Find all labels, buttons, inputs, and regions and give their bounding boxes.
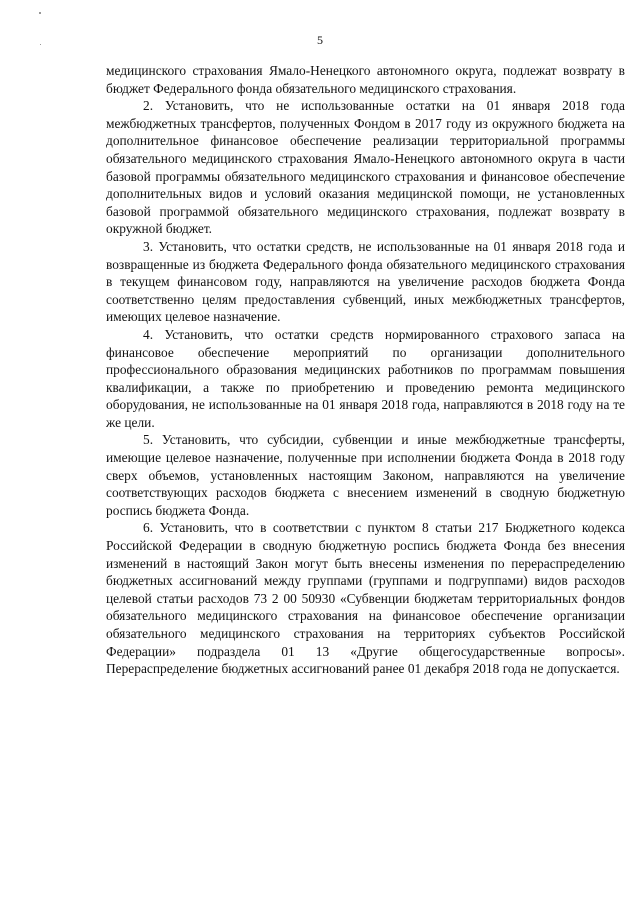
paragraph-continuation: медицинского страхования Ямало-Ненецкого автономного округа, подлежат возврату в бюджет Федерального фонда обязательного медицинского страхования. <box>106 63 625 96</box>
paragraph-3: 3. Установить, что остатки средств, не использованные на 01 января 2018 года и возвращенные из бюджета Федерального фонда обязательного медицинского страхования в текущем финансовом году, направляются на увеличение расходов бюджета Фонда соответственно целям предоставления субвенций, иных межбюджетных трансфертов, имеющих целевое назначение. <box>106 238 625 325</box>
paragraph-6: 6. Установить, что в соответствии с пунктом 8 статьи 217 Бюджетного кодекса Российской Федерации в сводную бюджетную роспись бюджета Фонда без внесения изменений в настоящий Закон могут быть внесены изменения по перераспределению бюджетных ассигнований между группами (группами и подгруппами) видов расходов целевой статьи расходов 73 2 00 50930 «Субвенции бюджетам территориальных фондов обязательного медицинского страхования на финансовое обеспечение организации обязательного медицинского страхования на территориях субъектов Российской Федерации» подраздела 01 13 «Другие общегосударственные вопросы». Перераспределение бюджетных ассигнований ранее 01 декабря 2018 года не допускается. <box>106 520 625 677</box>
paragraph-5: 5. Установить, что субсидии, субвенции и иные межбюджетные трансферты, имеющие целевое назначение, полученные при исполнении бюджета Фонда в 2018 году сверх объемов, установленных настоящим Законом, направляются на увеличение соответствующих расходов бюджета с внесением изменений в сводную бюджетную роспись бюджета Фонда. <box>106 432 625 518</box>
scan-dot <box>39 12 41 14</box>
page-number: 5 <box>317 33 323 47</box>
document-body <box>106 62 625 678</box>
paragraph-4: 4. Установить, что остатки средств нормированного страхового запаса на финансовое обеспечение мероприятий по организации дополнительного профессионального образования медицинских работников по программам повышения квалификации, а также по приобретению и проведению ремонта медицинского оборудования, не использованные на 01 января 2018 года, направляются в 2018 году на те же цели. <box>106 326 625 430</box>
paragraph-2: 2. Установить, что не использованные остатки на 01 января 2018 года межбюджетных трансфертов, полученных Фондом в 2017 году из окружного бюджета на дополнительное финансовое обеспечение реализации территориальной программы обязательного медицинского страхования Ямало-Ненецкого автономного округа в части базовой программы обязательного медицинского страхования и финансовое обеспечение дополнительных видов и условий оказания медицинской помощи, не установленных базовой программой обязательного медицинского страхования, подлежат возврату в окружной бюджет. <box>106 98 625 237</box>
